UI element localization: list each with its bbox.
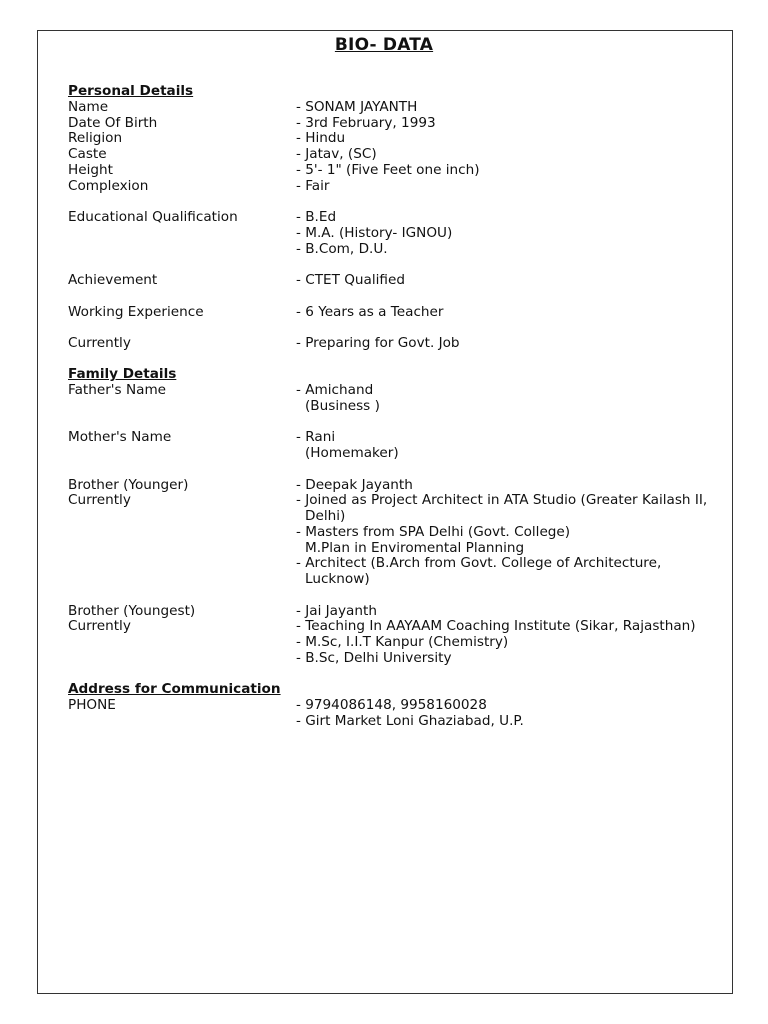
father-row [68, 383, 708, 415]
field-values [296, 131, 708, 147]
address-row [68, 698, 708, 730]
field-values [296, 100, 708, 116]
field-values [296, 336, 708, 352]
mother-row [68, 430, 708, 462]
field-label: Father's Name [68, 382, 167, 399]
biodata-content [68, 84, 708, 729]
brother-youngest-row [68, 604, 708, 667]
personal-detail-row [68, 179, 708, 195]
field-value: - B.Ed [296, 209, 337, 226]
field-value: - 6 Years as a Teacher [296, 303, 444, 320]
field-values [296, 430, 708, 462]
field-values [296, 604, 708, 667]
field-value: - B.Sc, Delhi University [296, 650, 452, 667]
field-label: Religion [68, 130, 123, 147]
field-value: - CTET Qualified [296, 272, 405, 289]
field-value: - M.Sc, I.I.T Kanpur (Chemistry) [296, 634, 509, 651]
field-values [296, 163, 708, 179]
personal-details-list [68, 100, 708, 195]
personal-detail-row [68, 163, 708, 179]
field-label: Date Of Birth [68, 114, 158, 131]
document-title: BIO- DATA [334, 35, 434, 55]
field-value: - B.Com, D.U. [296, 240, 388, 257]
field-value: - Jai Jayanth [296, 602, 377, 619]
personal-details-heading: Personal Details [68, 83, 194, 99]
brother-younger-label: Brother (Younger) [68, 476, 189, 493]
field-values [296, 179, 708, 195]
field-label: Currently [68, 334, 131, 351]
field-values [296, 147, 708, 163]
field-value: - Deepak Jayanth [296, 476, 413, 493]
field-value: M.Plan in Enviromental Planning [305, 539, 525, 556]
field-label: Name [68, 98, 109, 115]
field-value: - SONAM JAYANTH [296, 98, 418, 115]
field-value: (Business ) [305, 397, 380, 414]
field-values [296, 698, 708, 730]
address-value: - Girt Market Loni Ghaziabad, U.P. [296, 712, 524, 729]
field-label [68, 478, 296, 510]
field-value: - 3rd February, 1993 [296, 114, 436, 131]
field-label: Caste [68, 146, 107, 163]
field-values [296, 383, 708, 415]
field-value: - Amichand [296, 382, 374, 399]
field-values [296, 478, 708, 589]
experience-row [68, 305, 708, 321]
field-value: - Teaching In AAYAAM Coaching Institute (Sikar, Rajasthan) [296, 618, 696, 635]
field-label: Complexion [68, 177, 149, 194]
brother-younger-row [68, 478, 708, 589]
family-details-heading: Family Details [68, 366, 177, 383]
field-value: - Hindu [296, 130, 346, 147]
personal-detail-row [68, 100, 708, 116]
field-label: Achievement [68, 272, 158, 289]
field-values [296, 116, 708, 132]
personal-detail-row [68, 116, 708, 132]
currently-label: Currently [68, 618, 131, 635]
address-heading: Address for Communication [68, 681, 281, 698]
education-row [68, 210, 708, 257]
field-label: Height [68, 161, 113, 178]
achievement-row [68, 273, 708, 289]
field-values [296, 210, 708, 257]
field-value: - Masters from SPA Delhi (Govt. College) [296, 523, 571, 540]
personal-detail-row [68, 147, 708, 163]
field-value: - Jatav, (SC) [296, 146, 377, 163]
field-value: - Preparing for Govt. Job [296, 334, 460, 351]
phone-label: PHONE [68, 696, 116, 713]
currently-row [68, 336, 708, 352]
field-label: Educational Qualification [68, 209, 238, 226]
personal-detail-row [68, 131, 708, 147]
field-value: - Architect (B.Arch from Govt. College of Architecture, Lucknow) [296, 555, 662, 588]
field-value: (Homemaker) [305, 445, 399, 462]
field-value: - Rani [296, 429, 336, 446]
field-value: - 5'- 1" (Five Feet one inch) [296, 161, 480, 178]
field-value: - Joined as Project Architect in ATA Studio (Greater Kailash II, Delhi) [296, 492, 708, 525]
field-values [296, 273, 708, 289]
field-label: Mother's Name [68, 429, 172, 446]
brother-youngest-label: Brother (Youngest) [68, 602, 196, 619]
field-label: Working Experience [68, 303, 204, 320]
field-label [68, 604, 296, 636]
currently-label: Currently [68, 492, 131, 509]
field-value: - M.A. (History- IGNOU) [296, 224, 453, 241]
field-values [296, 305, 708, 321]
field-value: - Fair [296, 177, 330, 194]
phone-value: - 9794086148, 9958160028 [296, 696, 487, 713]
